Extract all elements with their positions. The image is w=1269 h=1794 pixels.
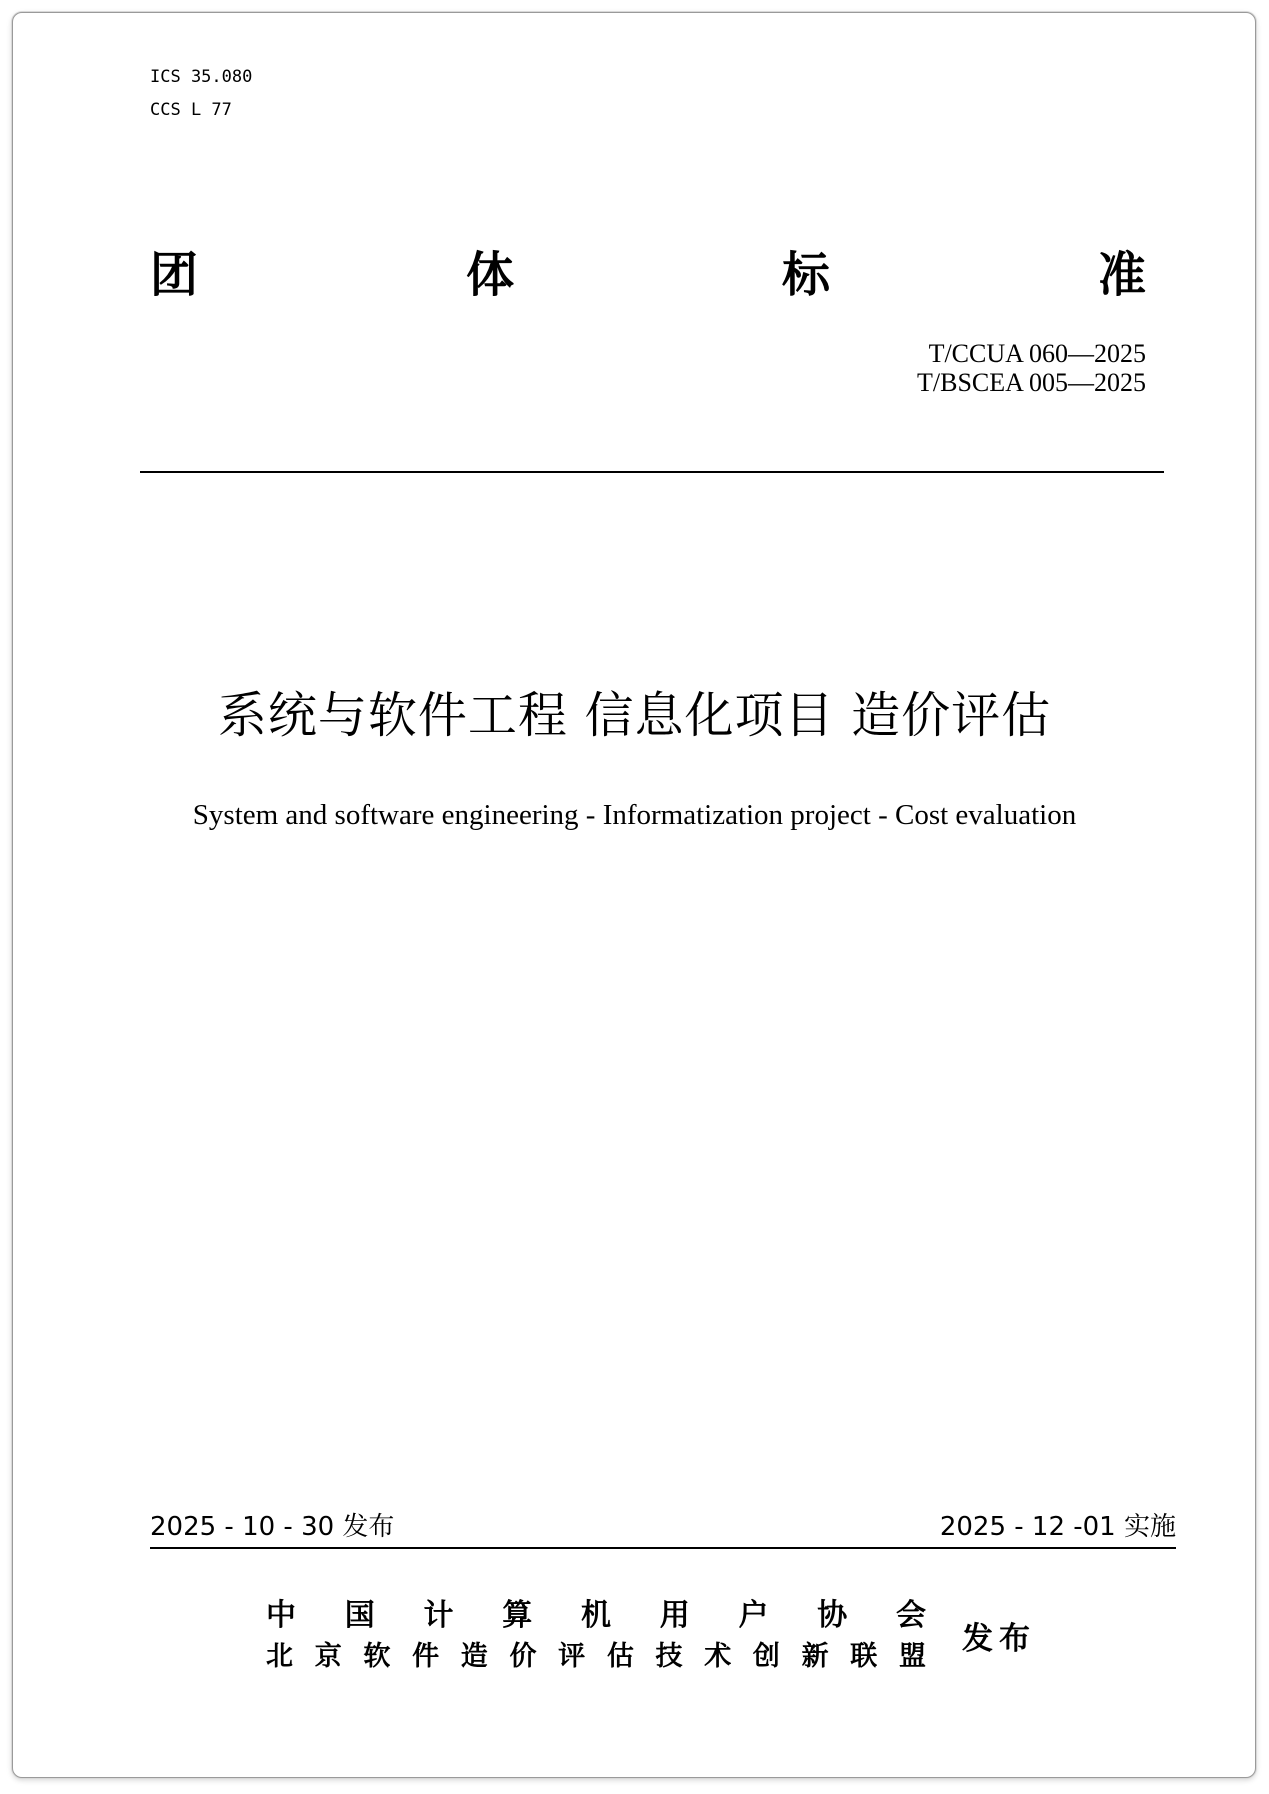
ics-code: ICS 35.080	[150, 67, 253, 87]
publisher-char: 新	[801, 1641, 829, 1672]
issue-date: 2025 - 10 - 30 发布	[150, 1512, 395, 1542]
publisher-char: 技	[655, 1641, 683, 1672]
standard-type-char: 团	[150, 247, 199, 303]
publisher-char: 中	[266, 1598, 296, 1633]
publisher-char: 国	[344, 1598, 375, 1633]
publisher-char: 价	[509, 1641, 537, 1672]
document-title-english: System and software engineering - Informatization project - Cost evaluation	[192, 799, 1077, 831]
publisher-char: 件	[412, 1641, 440, 1672]
standard-type-char: 体	[465, 247, 514, 303]
standard-number-bscea: T/BSCEA 005—2025	[917, 368, 1146, 397]
header-divider	[140, 471, 1164, 473]
publisher-char: 联	[850, 1641, 878, 1672]
publisher-char: 计	[423, 1598, 454, 1633]
standard-type-char: 准	[1097, 247, 1146, 303]
publisher-char: 盟	[898, 1641, 926, 1672]
publisher-char: 北	[266, 1641, 293, 1672]
publisher-char: 估	[606, 1641, 634, 1672]
publisher-char: 协	[817, 1598, 848, 1633]
publisher-char: 评	[558, 1641, 586, 1672]
standard-type-heading	[150, 245, 1146, 305]
publisher-char: 算	[502, 1598, 533, 1633]
footer-divider	[150, 1547, 1176, 1549]
standard-type-char: 标	[781, 247, 830, 303]
publisher-ccua	[266, 1598, 926, 1634]
publisher-char: 造	[460, 1641, 488, 1672]
publisher-char: 京	[314, 1641, 342, 1672]
publisher-char: 用	[659, 1598, 690, 1633]
publisher-char: 机	[581, 1598, 611, 1633]
publisher-char: 创	[752, 1641, 780, 1672]
publish-label: 发布	[962, 1621, 1036, 1657]
publisher-char: 户	[738, 1598, 769, 1633]
standard-number-ccua: T/CCUA 060—2025	[928, 339, 1146, 368]
document-title-chinese: 系统与软件工程 信息化项目 造价评估	[217, 687, 1052, 744]
publisher-bscea	[266, 1640, 926, 1674]
implementation-date: 2025 - 12 -01 实施	[939, 1512, 1176, 1542]
ccs-code: CCS L 77	[150, 100, 232, 120]
publisher-char: 会	[896, 1598, 926, 1633]
publisher-char: 软	[363, 1641, 391, 1672]
publisher-char: 术	[704, 1641, 732, 1672]
